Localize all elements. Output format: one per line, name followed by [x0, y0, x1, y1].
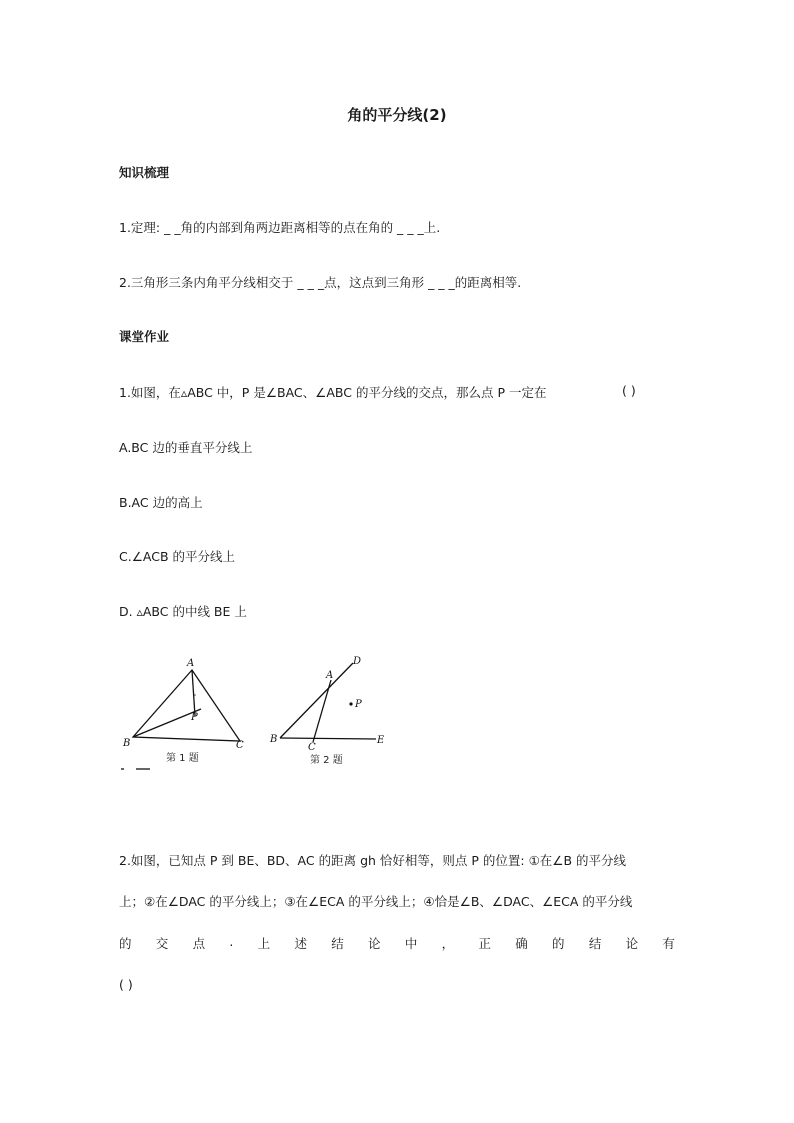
q2-char: 上	[257, 936, 271, 951]
question-2-answer-bracket: ( )	[119, 977, 133, 992]
q2-char: 中	[404, 936, 418, 951]
q2-char: 正	[478, 936, 491, 951]
q2-char: 结	[588, 936, 602, 951]
fig2-label-p: P	[355, 699, 362, 710]
ray-bd	[280, 663, 353, 738]
question-1-stem: 1.如图，在▵ABC 中，P 是∠BAC、∠ABC 的平分线的交点，那么点 P 一定在	[119, 385, 547, 400]
question-2-line-1: 2.如图，已知点 P 到 BE、BD、AC 的距离 gh 恰好相等，则点 P 的位置: ①在∠B 的平分线	[119, 853, 627, 868]
question-2-line-3	[119, 934, 675, 952]
q2-char: 论	[368, 936, 381, 951]
q2-char: 的	[552, 936, 565, 951]
theorem-item: 1.定理: _ _角的内部到角两边距离相等的点在角的 _ _ _上.	[119, 220, 441, 235]
incenter-item: 2.三角形三条内角平分线相交于 _ _ _点，这点到三角形 _ _ _的距离相等.	[119, 275, 522, 290]
q2-char: .	[229, 934, 234, 949]
q2-char: 确	[515, 936, 528, 951]
page-title: 角的平分线(2)	[347, 106, 447, 124]
fig2-label-e: E	[377, 735, 385, 746]
option-c: C.∠ACB 的平分线上	[119, 549, 236, 564]
q2-char: 结	[331, 936, 344, 951]
q2-char: 的	[119, 936, 132, 951]
fig1-label-p: P	[191, 712, 198, 723]
q2-char: 述	[294, 936, 307, 951]
figures-svg	[116, 648, 396, 776]
q2-char: 点	[192, 936, 206, 951]
fig2-label-c: C	[308, 742, 316, 753]
fig2-label-a: A	[326, 670, 334, 681]
fig1-label-a: A	[187, 658, 195, 669]
fig1-label-b: B	[123, 738, 131, 749]
fig1-dot	[194, 694, 196, 696]
section-heading-classwork: 课堂作业	[119, 329, 170, 344]
question-2-line-2: 上；②在∠DAC 的平分线上；③在∠ECA 的平分线上；④恰是∠B、∠DAC、∠ECA 的平分线	[119, 894, 633, 909]
option-a: A.BC 边的垂直平分线上	[119, 440, 253, 455]
fig2-label-d: D	[353, 656, 362, 667]
fig2-point-p	[349, 702, 352, 705]
bisector-from-a	[192, 670, 195, 716]
option-d: D. ▵ABC 的中线 BE 上	[119, 604, 247, 619]
section-heading-review: 知识梳理	[119, 165, 170, 180]
figure-1	[133, 670, 240, 741]
option-b: B.AC 边的高上	[119, 495, 203, 510]
fig2-label-b: B	[270, 734, 278, 745]
fig1-caption: 第 1 题	[166, 753, 199, 764]
fig1-label-c: C	[236, 740, 244, 751]
q2-char: ，	[441, 936, 455, 951]
q2-char: 交	[155, 936, 169, 951]
segment-ac	[313, 680, 331, 742]
q2-char: 有	[662, 936, 675, 951]
question-1-answer-bracket: ( )	[622, 383, 636, 398]
ray-be	[280, 738, 376, 739]
q2-char: 论	[625, 936, 639, 951]
fig2-caption: 第 2 题	[310, 755, 343, 766]
geometry-figures	[116, 648, 396, 776]
